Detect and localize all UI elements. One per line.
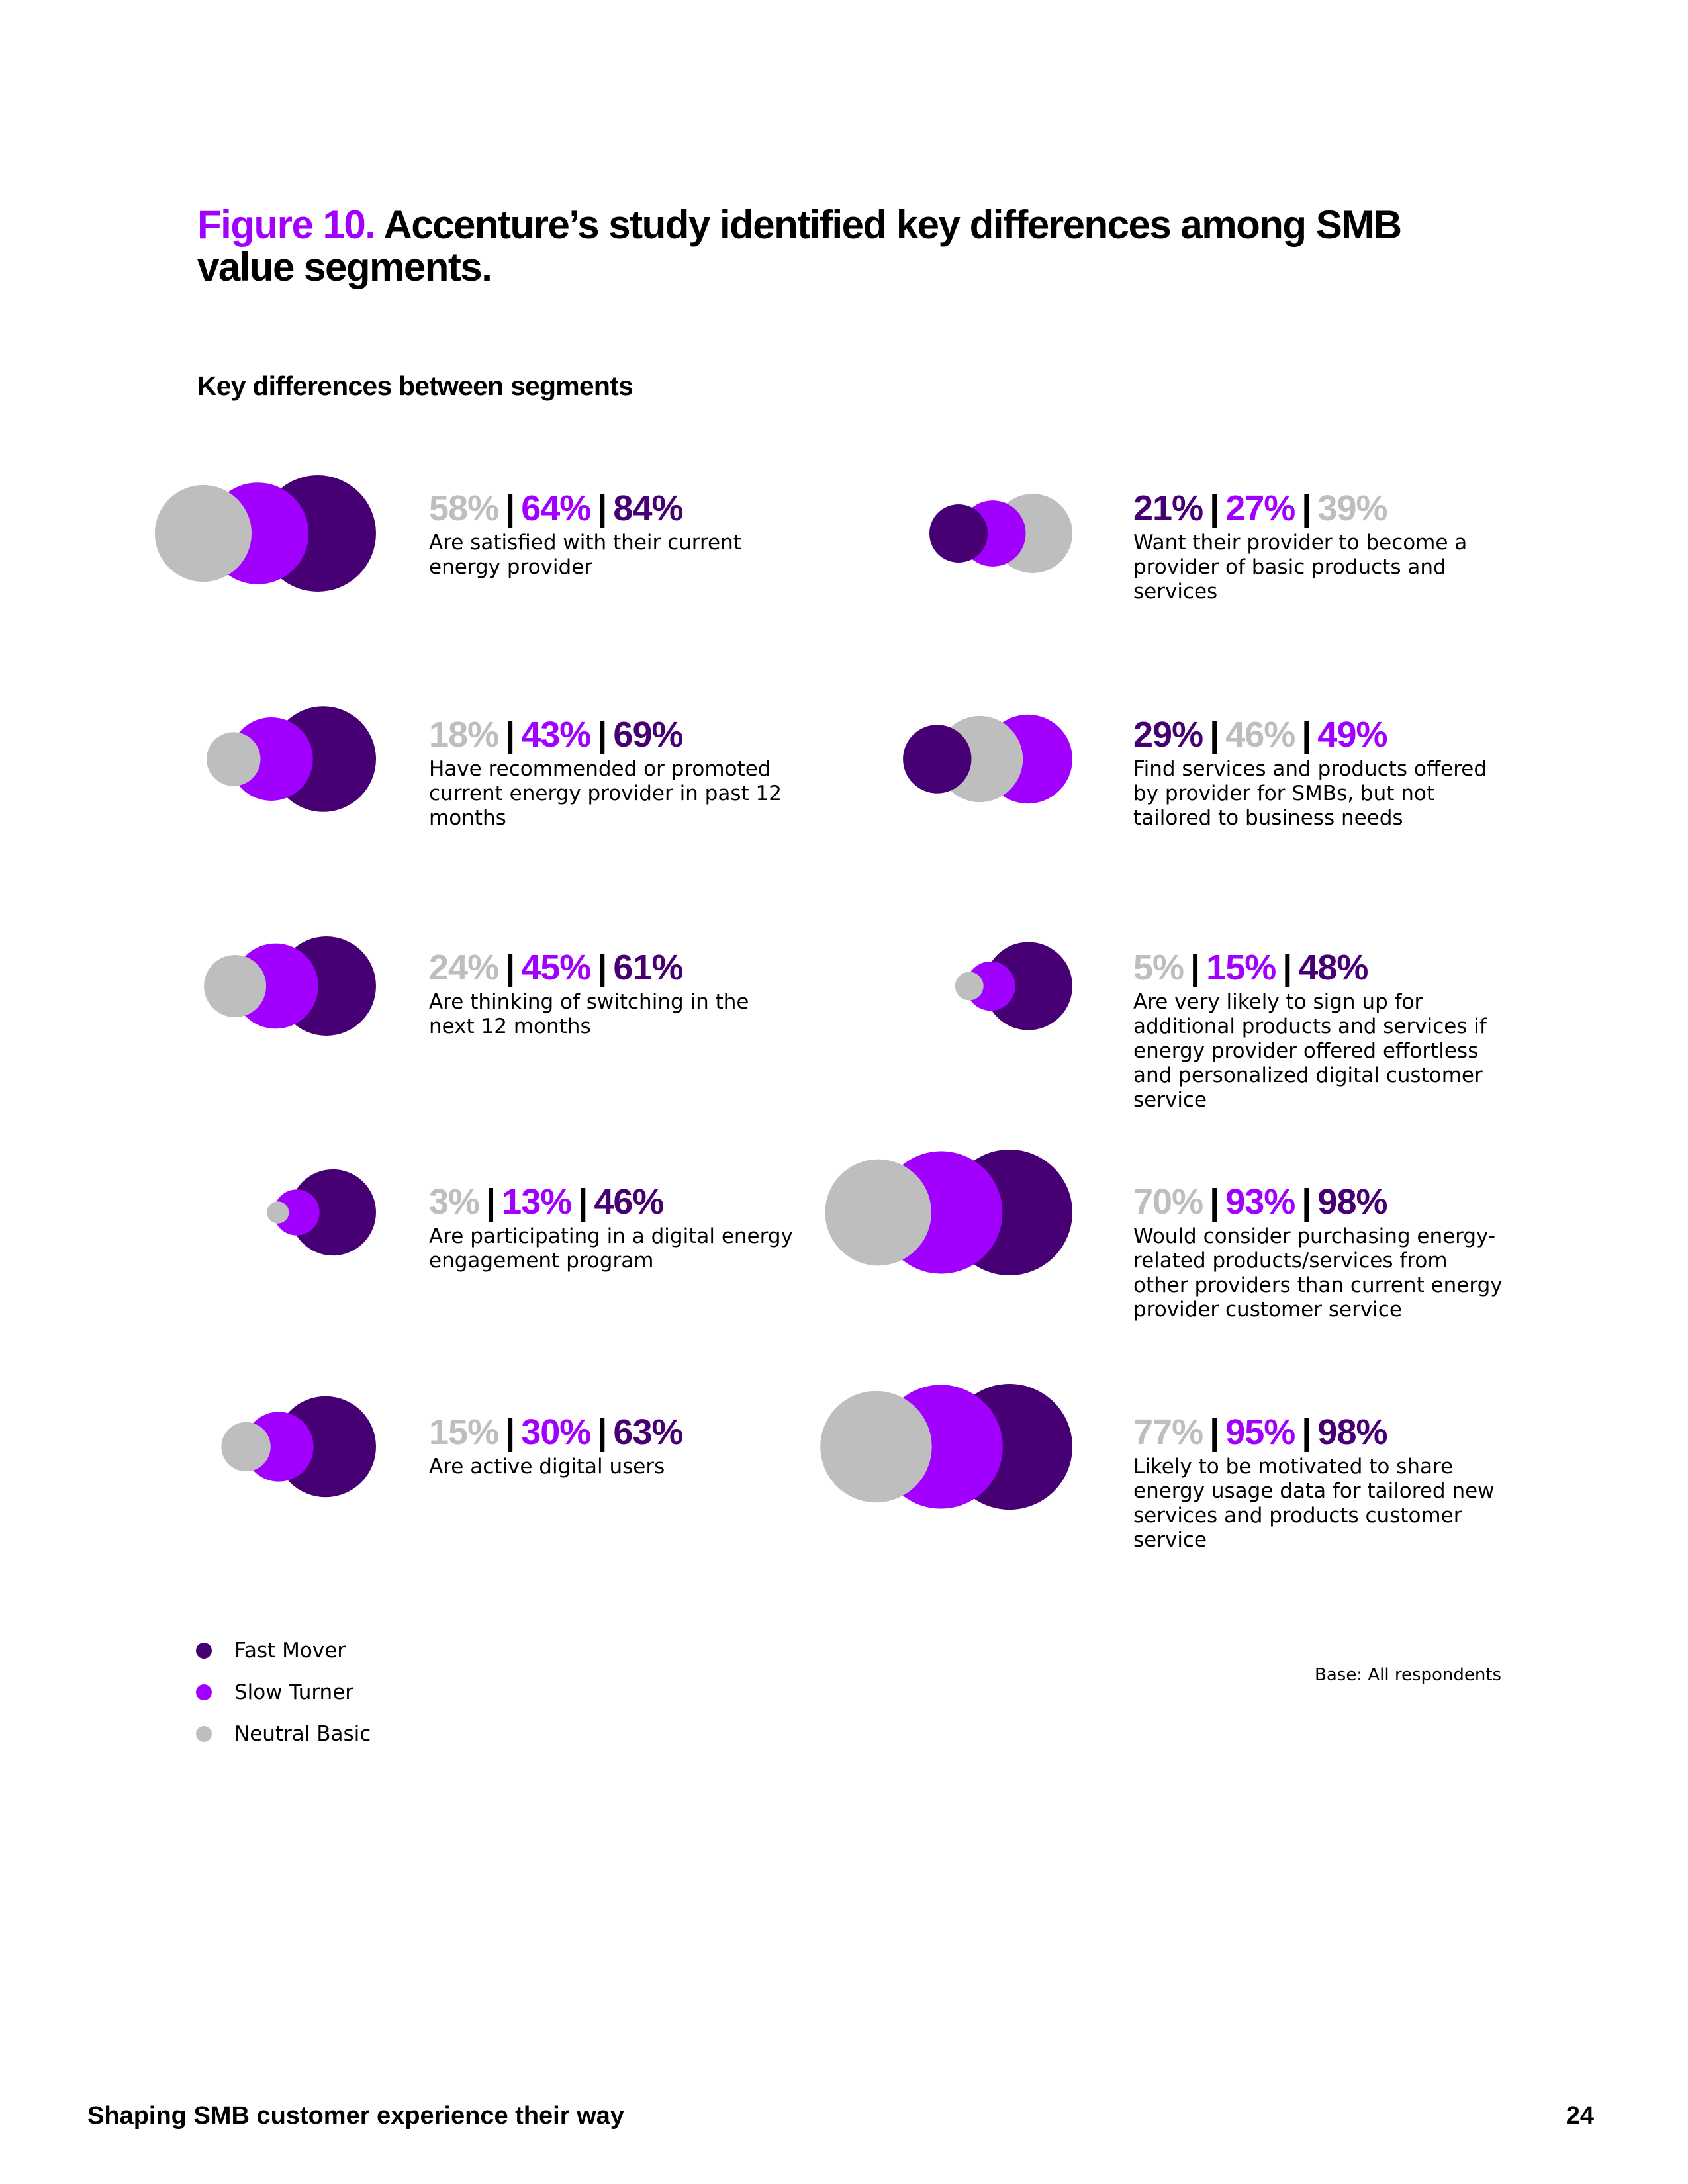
value-fast-mover: 69%: [613, 715, 683, 754]
chart-item-5: [429, 1412, 800, 1479]
percent-values: [1133, 715, 1504, 754]
bubble-neutral-basic: [825, 1160, 931, 1266]
legend-item-fast-mover: [196, 1629, 371, 1671]
separator: |: [486, 1182, 496, 1222]
value-fast-mover: 29%: [1133, 715, 1203, 754]
value-fast-mover: 63%: [613, 1412, 683, 1452]
value-neutral-basic: 58%: [429, 488, 499, 528]
item-description: Are participating in a digital energy engagement program: [429, 1224, 793, 1273]
value-slow-turner: 49%: [1317, 715, 1387, 754]
percent-values: [429, 948, 800, 987]
value-neutral-basic: 77%: [1133, 1412, 1203, 1452]
value-fast-mover: 21%: [1133, 488, 1203, 528]
chart-item-4: [429, 1182, 800, 1273]
value-neutral-basic: 3%: [429, 1182, 480, 1222]
value-neutral-basic: 24%: [429, 948, 499, 987]
bubble-group-8: [955, 942, 1072, 1030]
chart-item-7: [1133, 715, 1504, 831]
separator: |: [597, 488, 607, 528]
separator: |: [1190, 948, 1200, 987]
figure-label: Figure 10.: [197, 203, 375, 247]
base-note: Base: All respondents: [1315, 1665, 1502, 1685]
bubble-neutral-basic: [207, 732, 260, 786]
separator: |: [505, 948, 515, 987]
bubble-group-5: [221, 1396, 376, 1497]
item-description: Would consider purchasing energy-related products/services from other providers than current energy provider customer service: [1133, 1224, 1503, 1322]
percent-values: [429, 715, 800, 754]
percent-values: [429, 1182, 800, 1222]
value-neutral-basic: 39%: [1317, 488, 1387, 528]
footer-title: Shaping SMB customer experience their way: [87, 2102, 624, 2130]
chart-item-1: [429, 488, 800, 580]
bubble-group-4: [267, 1169, 376, 1255]
percent-values: [429, 1412, 800, 1452]
value-fast-mover: 98%: [1317, 1412, 1387, 1452]
value-neutral-basic: 46%: [1225, 715, 1295, 754]
value-slow-turner: 27%: [1225, 488, 1295, 528]
chart-item-2: [429, 715, 800, 831]
figure-title-text: Accenture’s study identified key differences among SMB value segments.: [197, 203, 1401, 289]
separator: |: [1282, 948, 1292, 987]
value-neutral-basic: 15%: [429, 1412, 499, 1452]
percent-values: [1133, 948, 1504, 987]
chart-item-3: [429, 948, 800, 1039]
value-slow-turner: 45%: [521, 948, 591, 987]
value-fast-mover: 48%: [1298, 948, 1368, 987]
bubble-group-1: [155, 475, 376, 592]
item-description: Are active digital users: [429, 1455, 665, 1479]
bubble-neutral-basic: [267, 1201, 289, 1223]
separator: |: [597, 1412, 607, 1452]
value-fast-mover: 98%: [1317, 1182, 1387, 1222]
percent-values: [1133, 1412, 1504, 1452]
bubble-group-10: [820, 1384, 1072, 1510]
separator: |: [597, 948, 607, 987]
separator: |: [1301, 715, 1311, 754]
bubble-group-3: [204, 936, 376, 1036]
percent-values: [1133, 488, 1504, 528]
bubble-fast-mover: [929, 504, 988, 563]
bubble-group-2: [207, 706, 376, 811]
value-fast-mover: 84%: [613, 488, 683, 528]
chart-item-9: [1133, 1182, 1504, 1322]
item-description: Want their provider to become a provider of basic products and services: [1133, 531, 1468, 604]
separator: |: [578, 1182, 588, 1222]
legend: [196, 1629, 371, 1754]
item-description: Are very likely to sign up for additional products and services if energy provider offered effortless and personalized digital customer service: [1133, 990, 1487, 1112]
chart-item-10: [1133, 1412, 1504, 1553]
separator: |: [505, 1412, 515, 1452]
value-neutral-basic: 5%: [1133, 948, 1184, 987]
item-description: Have recommended or promoted current energy provider in past 12 months: [429, 757, 782, 830]
legend-swatch-slow-turner: [196, 1684, 212, 1700]
bubble-neutral-basic: [955, 972, 984, 1001]
legend-item-neutral-basic: [196, 1713, 371, 1754]
chart-item-6: [1133, 488, 1504, 604]
separator: |: [1209, 1182, 1219, 1222]
value-slow-turner: 93%: [1225, 1182, 1295, 1222]
separator: |: [597, 715, 607, 754]
page-number: 24: [1566, 2102, 1594, 2130]
value-slow-turner: 43%: [521, 715, 591, 754]
legend-swatch-neutral-basic: [196, 1726, 212, 1742]
bubble-group-9: [825, 1150, 1072, 1275]
legend-label: Slow Turner: [234, 1680, 354, 1704]
bubble-neutral-basic: [204, 955, 266, 1017]
bubble-group-6: [929, 494, 1072, 573]
bubble-fast-mover: [903, 725, 971, 793]
legend-label: Fast Mover: [234, 1638, 346, 1662]
value-slow-turner: 13%: [502, 1182, 572, 1222]
legend-swatch-fast-mover: [196, 1643, 212, 1659]
chart-item-8: [1133, 948, 1504, 1113]
bubble-neutral-basic: [155, 485, 252, 582]
separator: |: [1209, 715, 1219, 754]
item-description: Likely to be motivated to share energy usage data for tailored new services and products customer service: [1133, 1455, 1495, 1552]
separator: |: [1301, 488, 1311, 528]
value-slow-turner: 15%: [1206, 948, 1276, 987]
chart-subtitle: Key differences between segments: [197, 371, 633, 401]
bubble-neutral-basic: [820, 1391, 931, 1502]
value-neutral-basic: 70%: [1133, 1182, 1203, 1222]
percent-values: [429, 488, 800, 528]
item-description: Are satisfied with their current energy provider: [429, 531, 741, 579]
value-neutral-basic: 18%: [429, 715, 499, 754]
value-fast-mover: 61%: [613, 948, 683, 987]
separator: |: [1209, 1412, 1219, 1452]
legend-label: Neutral Basic: [234, 1721, 371, 1746]
separator: |: [505, 488, 515, 528]
value-slow-turner: 30%: [521, 1412, 591, 1452]
value-slow-turner: 95%: [1225, 1412, 1295, 1452]
separator: |: [1301, 1412, 1311, 1452]
item-description: Are thinking of switching in the next 12 months: [429, 990, 749, 1038]
bubble-group-7: [903, 715, 1072, 803]
value-slow-turner: 64%: [521, 488, 591, 528]
separator: |: [1209, 488, 1219, 528]
value-fast-mover: 46%: [594, 1182, 664, 1222]
percent-values: [1133, 1182, 1504, 1222]
separator: |: [1301, 1182, 1311, 1222]
legend-item-slow-turner: [196, 1671, 371, 1713]
item-description: Find services and products offered by provider for SMBs, but not tailored to business needs: [1133, 757, 1487, 830]
bubble-neutral-basic: [221, 1422, 270, 1471]
separator: |: [505, 715, 515, 754]
